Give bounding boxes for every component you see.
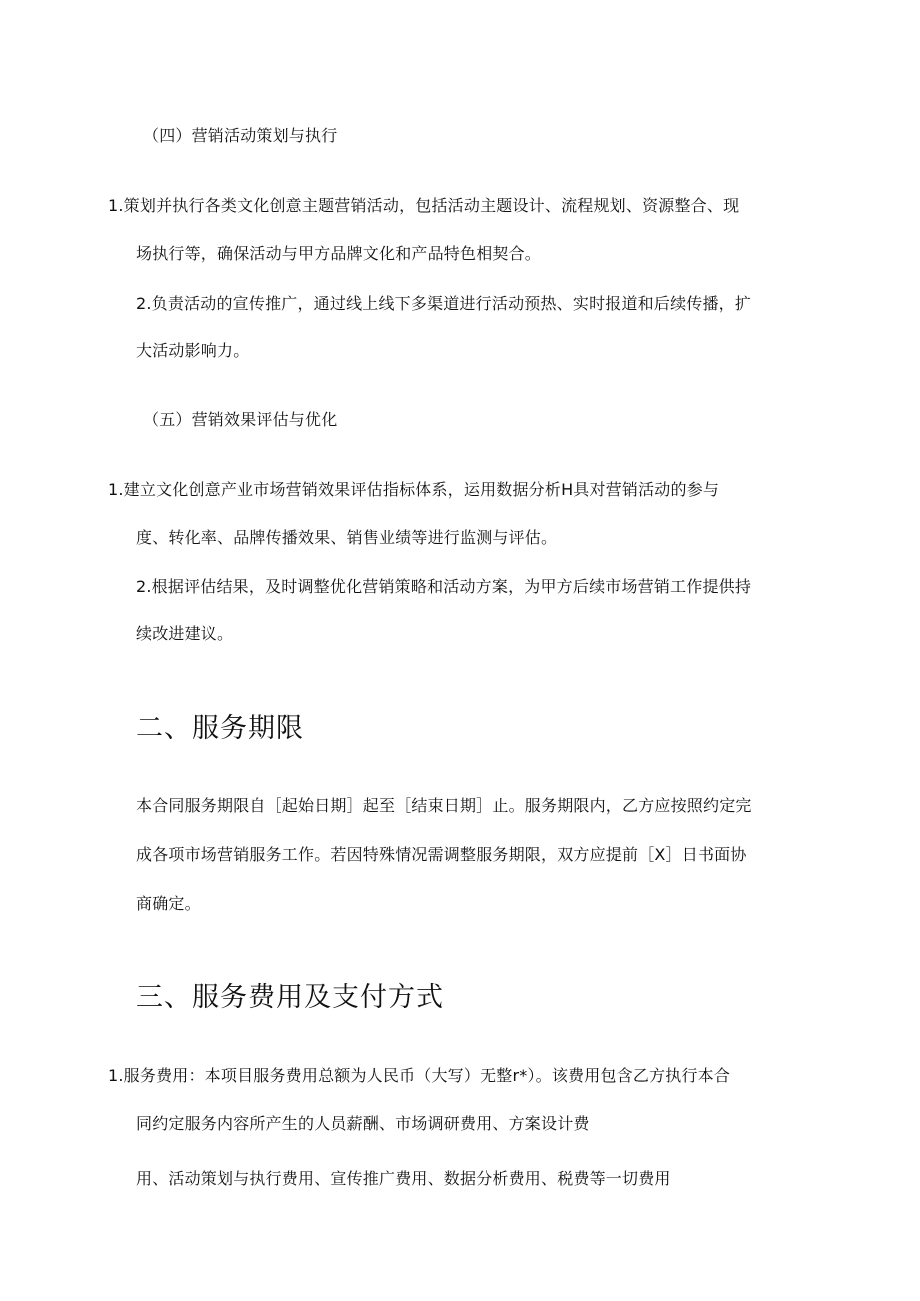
section-heading-3: 三、服务费用及支付方式 (136, 982, 444, 1013)
paragraph-line: 度、转化率、品牌传播效果、销售业绩等进行监测与评估。 (136, 528, 558, 547)
subsection-heading-4: （四）营销活动策划与执行 (143, 126, 338, 145)
paragraph-line: 场执行等，确保活动与甲方品牌文化和产品特色相契合。 (136, 244, 542, 263)
paragraph-line: 商确定。 (136, 894, 201, 913)
paragraph-line: 同约定服务内容所产生的人员薪酬、市场调研费用、方案设计费 (136, 1114, 590, 1133)
paragraph-line: 2.负责活动的宣传推广，通过线上线下多渠道进行活动预热、实时报道和后续传播，扩 (136, 294, 752, 313)
paragraph-line: 本合同服务期限自［起始日期］起至［结束日期］止。服务期限内，乙方应按照约定完 (136, 796, 752, 815)
paragraph-line: 1.策划并执行各类文化创意主题营销活动，包括活动主题设计、流程规划、资源整合、现 (108, 196, 740, 215)
paragraph-line: 用、活动策划与执行费用、宣传推广费用、数据分析费用、税费等一切费用 (136, 1169, 671, 1188)
paragraph-line: 1.建立文化创意产业市场营销效果评估指标体系，运用数据分析H具对营销活动的参与 (108, 480, 720, 499)
paragraph-line: 成各项市场营销服务工作。若因特殊情况需调整服务期限，双方应提前［X］日书面协 (136, 845, 747, 864)
subsection-heading-5: （五）营销效果评估与优化 (143, 410, 338, 429)
paragraph-line: 大活动影响力。 (136, 341, 250, 360)
paragraph-line: 2.根据评估结果，及时调整优化营销策略和活动方案，为甲方后续市场营销工作提供持 (136, 577, 752, 596)
section-heading-2: 二、服务期限 (136, 713, 304, 744)
paragraph-line: 1.服务费用：本项目服务费用总额为人民币（大写）无整r*）。该费用包含乙方执行本合 (108, 1066, 731, 1085)
paragraph-line: 续改进建议。 (136, 624, 234, 643)
